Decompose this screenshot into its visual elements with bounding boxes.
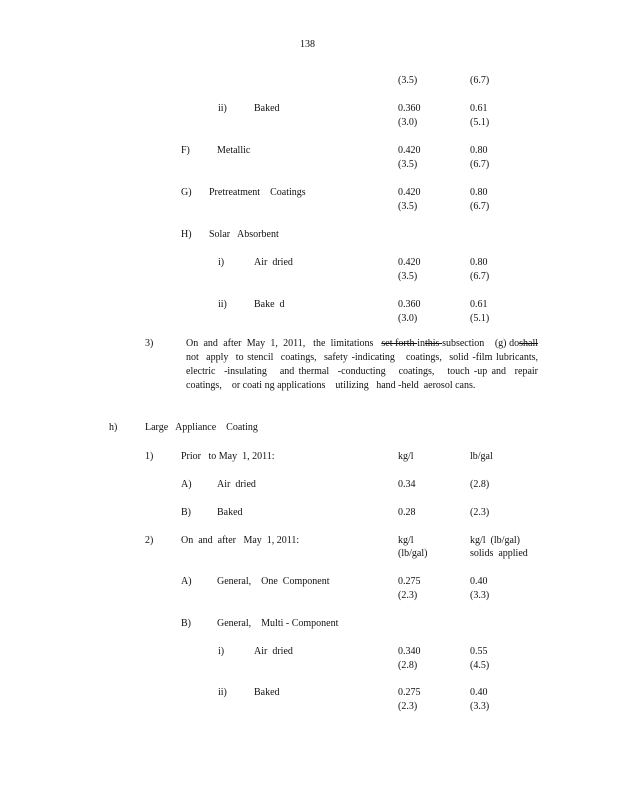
deleted-text: this [424, 338, 443, 349]
item-label: Baked [217, 507, 243, 518]
value-cell: 0.80 [470, 257, 488, 268]
item-number: ii) [218, 103, 227, 114]
value-cell: (3.3) [470, 701, 490, 712]
value-cell: 0.55 [470, 646, 488, 657]
column-unit: kg/l [398, 451, 414, 462]
item-label: Solar Absorbent [209, 229, 279, 240]
value-cell: 0.80 [470, 145, 488, 156]
value-cell: 0.40 [470, 687, 488, 698]
item-label: Bake d [254, 299, 285, 310]
value-cell: (2.8) [398, 660, 418, 671]
page-number: 138 [300, 39, 315, 50]
item-number: ii) [218, 299, 227, 310]
item-number: i) [218, 257, 225, 268]
item-number: ii) [218, 687, 227, 698]
item-label: Air dried [254, 257, 293, 268]
item-label: Metallic [217, 145, 251, 156]
paragraph-text-part: subsection (g) do [442, 338, 520, 349]
value-cell: 0.61 [470, 299, 488, 310]
column-unit: kg/l [398, 535, 414, 546]
item-label: Air dried [217, 479, 256, 490]
value-cell: 0.80 [470, 187, 488, 198]
item-label: Pretreatment Coatings [209, 187, 306, 198]
paragraph-text-part: On and after May 1, 2011, the limitations [186, 338, 382, 349]
value-cell: (3.0) [398, 313, 418, 324]
value-cell: 0.360 [398, 103, 421, 114]
column-unit: kg/l (lb/gal) [470, 535, 520, 546]
deleted-text: shall [519, 338, 539, 349]
item-number: i) [218, 646, 225, 657]
item-number: A) [181, 479, 192, 490]
value-cell: (6.7) [470, 75, 490, 86]
value-cell: (3.0) [398, 117, 418, 128]
value-cell: (2.3) [398, 701, 418, 712]
paragraph-text-part: not apply to stencil coatings, safety -indicating coatings, solid -film lubricants, electric -insulating and thermal -conducting coatings, touch -up and repair coatings, or coati ng applications utilizing hand -held aerosol cans. [186, 352, 546, 391]
value-cell: (6.7) [470, 271, 490, 282]
item-number: F) [181, 145, 190, 156]
item-number: G) [181, 187, 192, 198]
value-cell: (5.1) [470, 313, 490, 324]
item-label: On and after May 1, 2011: [181, 535, 300, 546]
section-letter: h) [109, 422, 118, 433]
item-number: B) [181, 618, 191, 629]
value-cell: (2.8) [470, 479, 490, 490]
item-number: 2) [145, 535, 154, 546]
value-cell: (3.5) [398, 75, 418, 86]
item-label: Air dried [254, 646, 293, 657]
value-cell: 0.275 [398, 576, 421, 587]
paragraph-text [186, 337, 546, 393]
value-cell: 0.34 [398, 479, 416, 490]
item-label: General, Multi - Component [217, 618, 339, 629]
value-cell: (5.1) [470, 117, 490, 128]
paragraph-number: 3) [145, 338, 154, 349]
value-cell: (6.7) [470, 159, 490, 170]
value-cell: (3.5) [398, 201, 418, 212]
item-number: B) [181, 507, 191, 518]
item-label: General, One Component [217, 576, 330, 587]
item-number: 1) [145, 451, 154, 462]
item-number: A) [181, 576, 192, 587]
item-number: H) [181, 229, 192, 240]
column-unit: solids applied [470, 548, 528, 559]
value-cell: 0.360 [398, 299, 421, 310]
item-label: Baked [254, 103, 280, 114]
paragraph-text-part: in [417, 338, 425, 349]
value-cell: 0.275 [398, 687, 421, 698]
value-cell: 0.420 [398, 145, 421, 156]
value-cell: 0.420 [398, 257, 421, 268]
item-label: Baked [254, 687, 280, 698]
item-label: Prior to May 1, 2011: [181, 451, 275, 462]
value-cell: (3.3) [470, 590, 490, 601]
deleted-text: set forth [381, 338, 418, 349]
value-cell: (4.5) [470, 660, 490, 671]
value-cell: 0.420 [398, 187, 421, 198]
value-cell: (3.5) [398, 159, 418, 170]
column-unit: lb/gal [470, 451, 493, 462]
value-cell: 0.61 [470, 103, 488, 114]
value-cell: 0.40 [470, 576, 488, 587]
value-cell: 0.340 [398, 646, 421, 657]
section-title: Large Appliance Coating [145, 422, 258, 433]
value-cell: (2.3) [398, 590, 418, 601]
value-cell: 0.28 [398, 507, 416, 518]
value-cell: (2.3) [470, 507, 490, 518]
value-cell: (3.5) [398, 271, 418, 282]
value-cell: (6.7) [470, 201, 490, 212]
column-unit: (lb/gal) [398, 548, 428, 559]
